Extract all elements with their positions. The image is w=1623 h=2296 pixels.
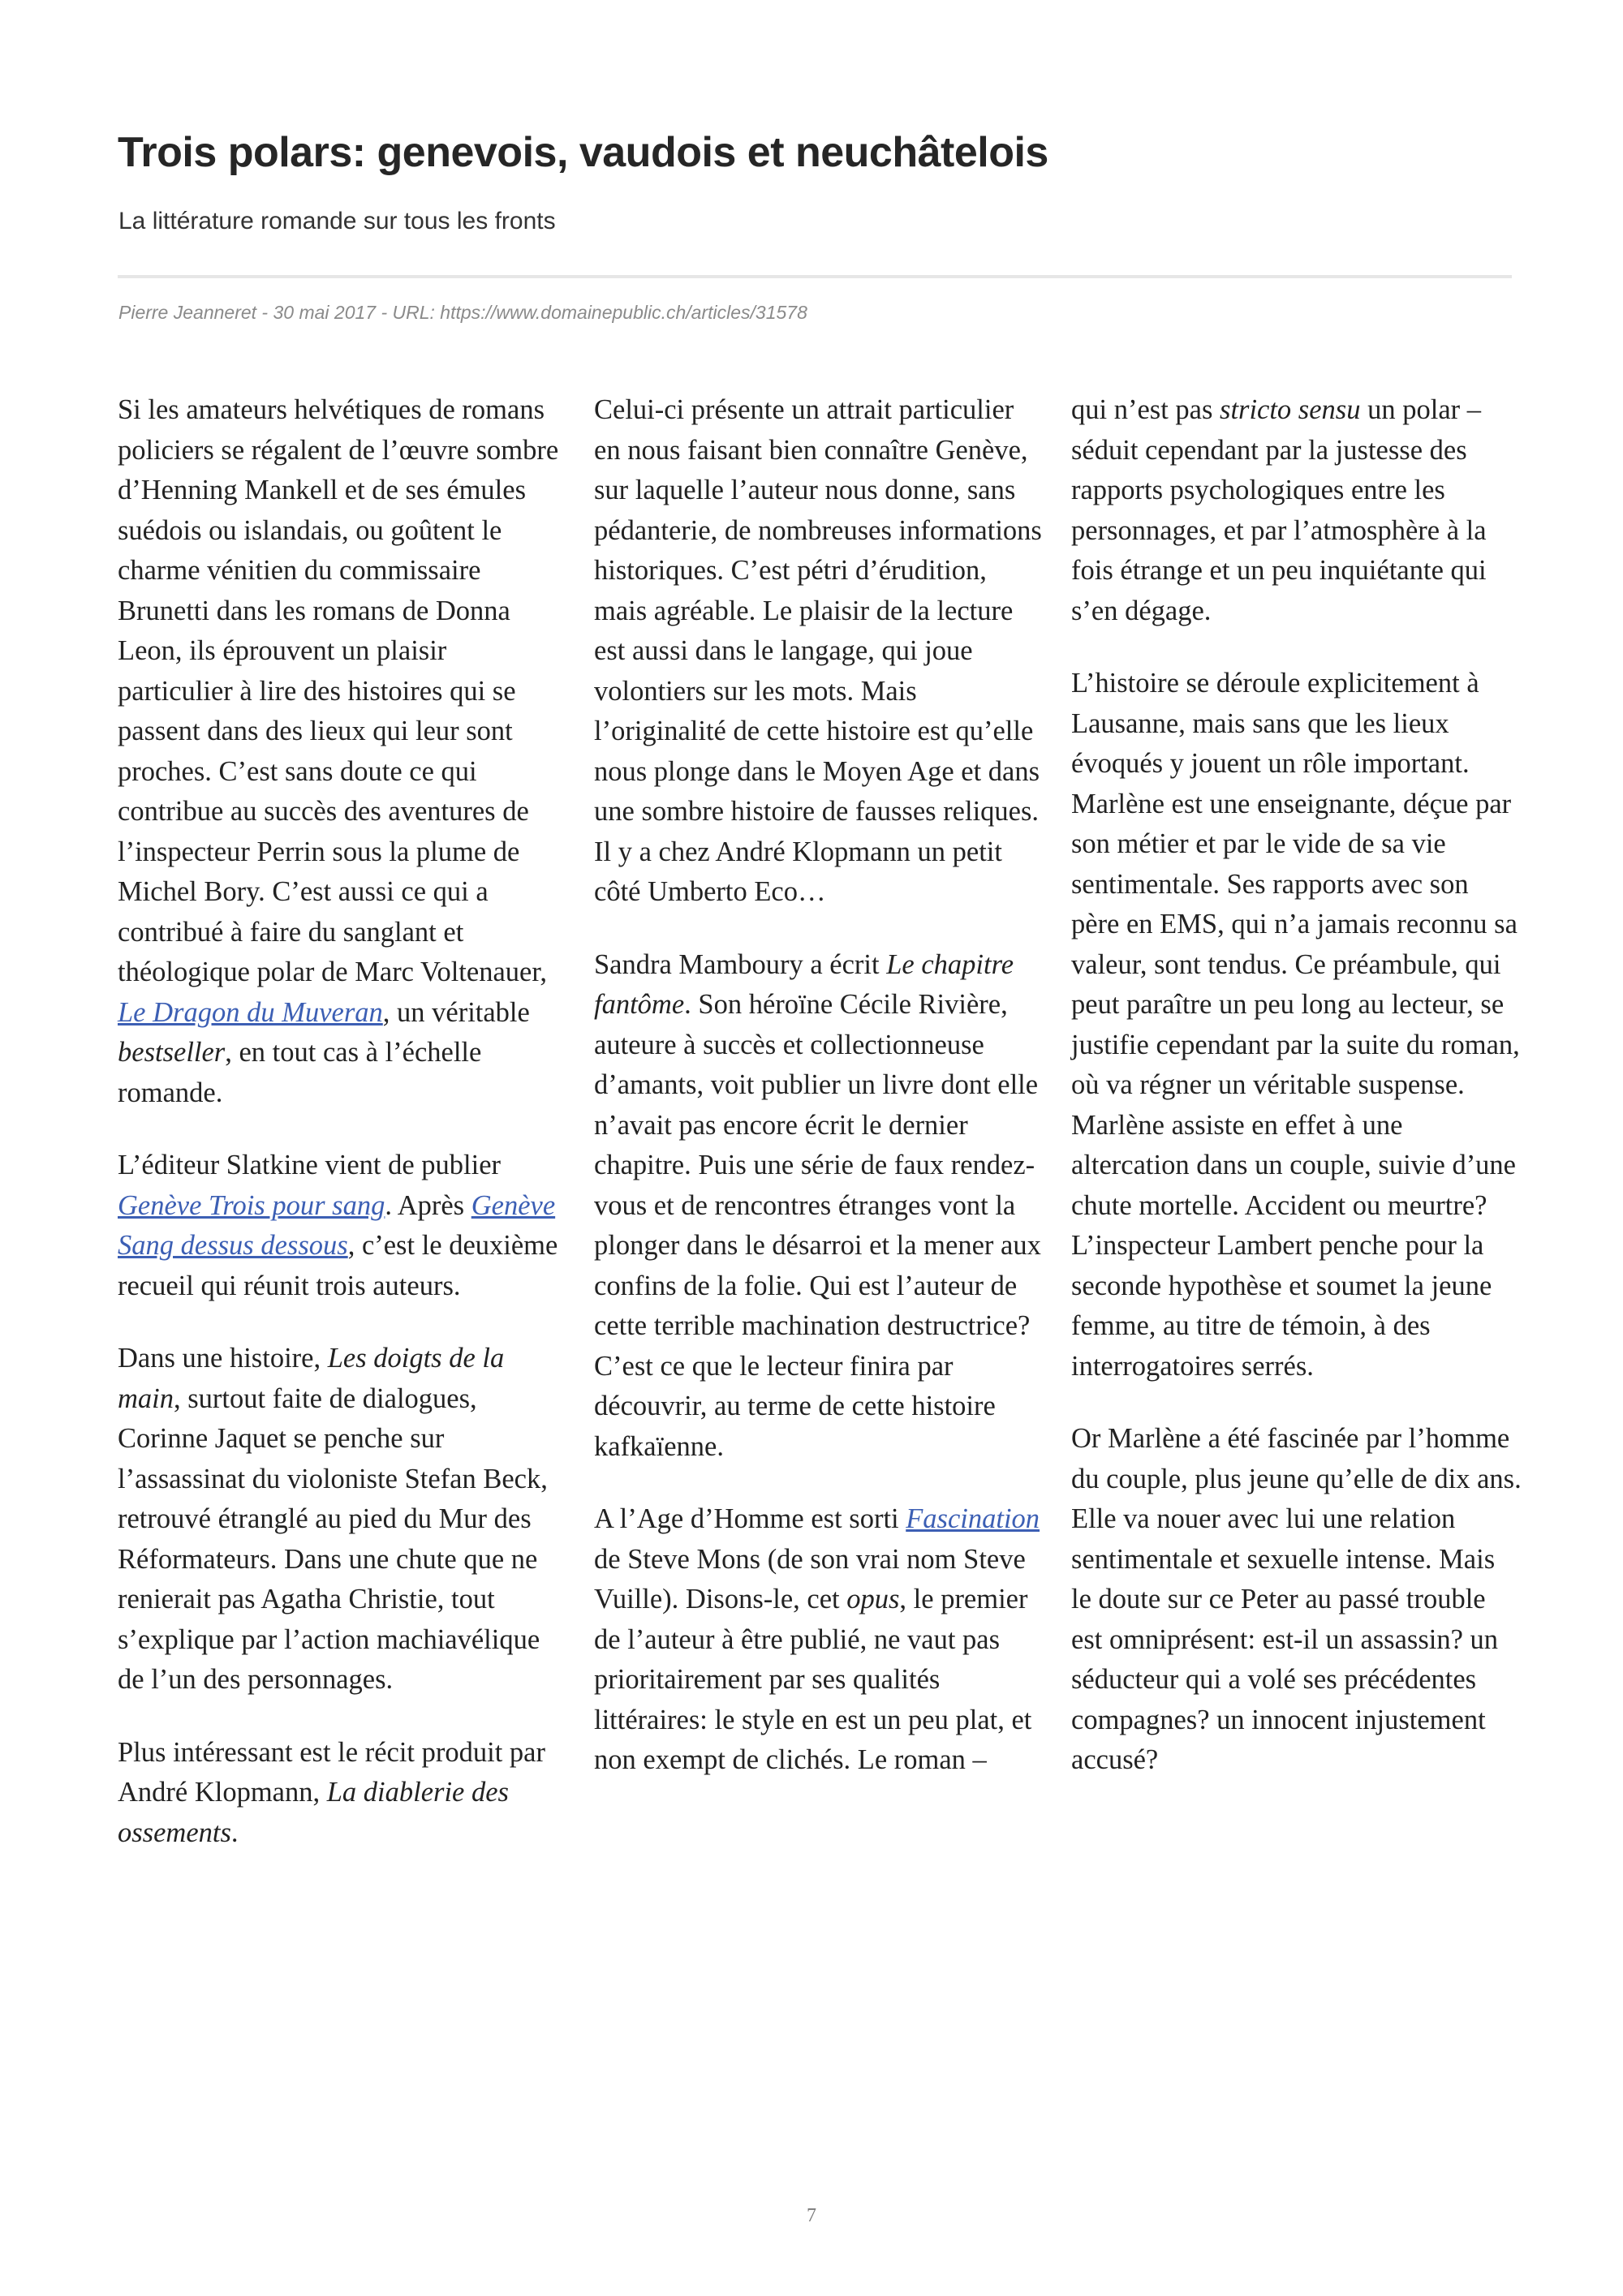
- header-divider: [118, 275, 1512, 278]
- text-column-1: [118, 390, 568, 1885]
- paragraph: L’éditeur Slatkine vient de publier Genève Trois pour sang. Après Genève Sang dessus dessous, c’est le deuxième recueil qui réunit trois auteurs.: [118, 1150, 558, 1301]
- page-number: 7: [807, 2205, 816, 2226]
- paragraph: qui n’est pas stricto sensu un polar – séduit cependant par la justesse des rapports psychologiques entre les personnages, et par l’atmosphère à la fois étrange et un peu inquiétante qui s’en dégage.: [1071, 394, 1487, 626]
- link-fascination[interactable]: Fascination: [906, 1503, 1040, 1534]
- paragraph: Si les amateurs helvétiques de romans policiers se régalent de l’œuvre sombre d’Henning Mankell et de ses émules suédois ou islandais, ou goûtent le charme vénitien du commissaire Brunetti dans les romans de Donna Leon, ils éprouvent un plaisir particulier à lire des histoires qui se passent dans des lieux qui leur sont proches. C’est sans doute ce qui contribue au succès des aventures de l’inspecteur Perrin sous la plume de Michel Bory. C’est aussi ce qui a contribué à faire du sanglant et théologique polar de Marc Voltenauer, Le Dragon du Muveran, un véritable bestseller, en tout cas à l’échelle romande.: [118, 394, 559, 1108]
- paragraph: Or Marlène a été fascinée par l’homme du couple, plus jeune qu’elle de dix ans. Elle va nouer avec lui une relation sentimentale et sexuelle intense. Mais le doute sur ce Peter au passé trouble est omniprésent: est-il un assassin? un séducteur qui a volé ses précédentes compagnes? un innocent injustement accusé?: [1071, 1423, 1522, 1775]
- article-title: Trois polars: genevois, vaudois et neuchâtelois: [118, 129, 1048, 176]
- article-meta: Pierre Jeanneret - 30 mai 2017 - URL: https://www.domainepublic.ch/articles/31578: [118, 302, 807, 323]
- link-geneve-sang-dessus-dessous[interactable]: Genève Sang dessus dessous: [118, 1189, 556, 1261]
- text-column-3: [1071, 390, 1522, 1813]
- paragraph: A l’Age d’Homme est sorti Fascination de Steve Mons (de son vrai nom Steve Vuille). Disons-le, cet opus, le premier de l’auteur à être publié, ne vaut pas prioritairement par ses qualités littéraires: le style en est un peu plat, et non exempt de clichés. Le roman –: [594, 1503, 1040, 1775]
- link-le-dragon-du-muveran[interactable]: Le Dragon du Muveran: [118, 996, 383, 1028]
- paragraph: L’histoire se déroule explicitement à Lausanne, mais sans que les lieux évoqués y jouent un rôle important. Marlène est une enseignante, déçue par son métier et par le vide de sa vie sentimentale. Ses rapports avec son père en EMS, qui n’a jamais reconnu sa valeur, sont tendus. Ce préambule, qui peut paraître un peu long au lecteur, se justifie cependant par la suite du roman, où va régner un véritable suspense. Marlène assiste en effet à une altercation dans un couple, suivie d’une chute mortelle. Accident ou meurtre? L’inspecteur Lambert penche pour la seconde hypothèse et soumet la jeune femme, au titre de témoin, à des interrogatoires serrés.: [1071, 668, 1520, 1382]
- link-geneve-trois-pour-sang[interactable]: Genève Trois pour sang: [118, 1189, 385, 1221]
- paragraph: Celui-ci présente un attrait particulier en nous faisant bien connaître Genève, sur laquelle l’auteur nous donne, sans pédanterie, de nombreuses informations historiques. C’est pétri d’érudition, mais agréable. Le plaisir de la lecture est aussi dans le langage, qui joue volontiers sur les mots. Mais l’originalité de cette histoire est qu’elle nous plonge dans le Moyen Age et dans une sombre histoire de fausses reliques. Il y a chez André Klopmann un petit côté Umberto Eco…: [594, 394, 1042, 907]
- paragraph: Sandra Mamboury a écrit Le chapitre fantôme. Son héroïne Cécile Rivière, auteure à succès et collectionneuse d’amants, voit publier un livre dont elle n’avait pas encore écrit le dernier chapitre. Puis une série de faux rendez-vous et de rencontres étranges vont la plonger dans le désarroi et la mener aux confins de la folie. Qui est l’auteur de cette terrible machination destructrice? C’est ce que le lecteur finira par découvrir, au terme de cette histoire kafkaïenne.: [594, 948, 1041, 1462]
- paragraph: Plus intéressant est le récit produit par André Klopmann, La diablerie des ossements.: [118, 1736, 545, 1848]
- paragraph: Dans une histoire, Les doigts de la main, surtout faite de dialogues, Corinne Jaquet se penche sur l’assassinat du violoniste Stefan Beck, retrouvé étranglé au pied du Mur des Réformateurs. Dans une chute que ne renierait pas Agatha Christie, tout s’explique par l’action machiavélique de l’un des personnages.: [118, 1343, 548, 1695]
- text-column-2: [594, 390, 1044, 1813]
- article-subtitle: La littérature romande sur tous les fronts: [118, 208, 556, 234]
